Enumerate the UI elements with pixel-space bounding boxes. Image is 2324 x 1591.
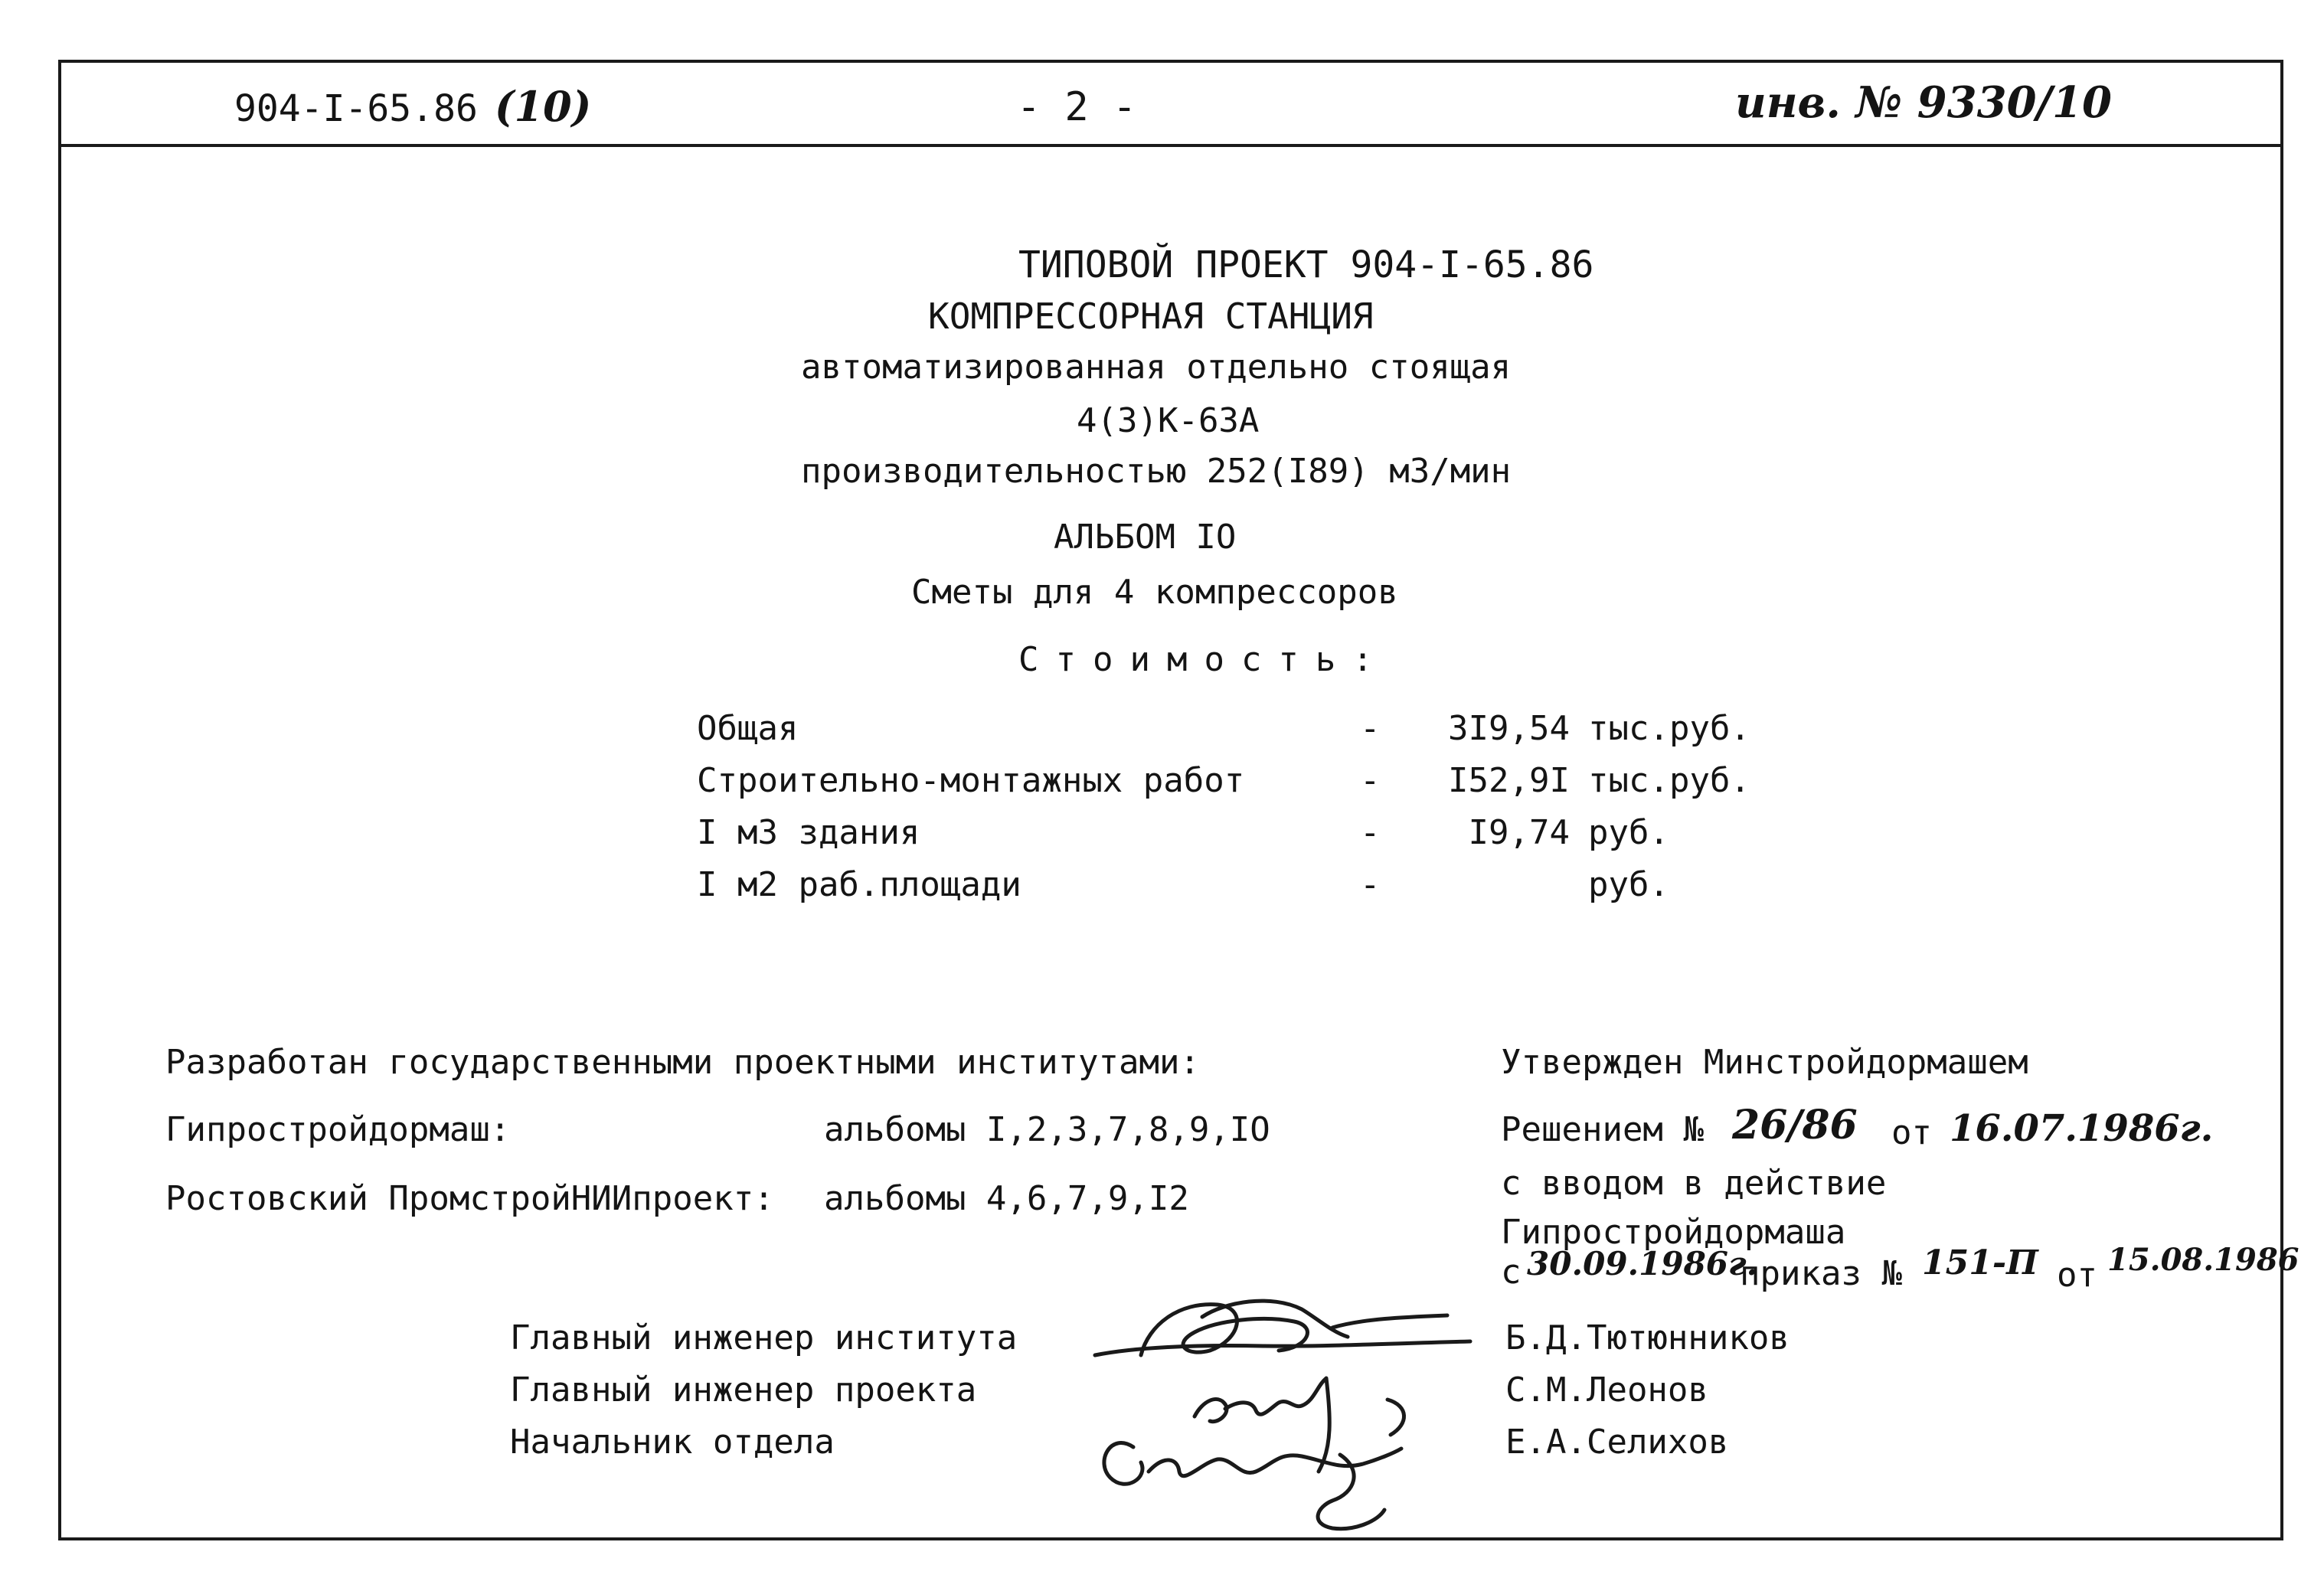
cost-dash: -	[1360, 865, 1381, 904]
enact-org: Гипростройдормаша	[1501, 1213, 1846, 1252]
title-model: 4(3)К-63А	[1077, 401, 1260, 440]
order-label: приказ №	[1740, 1254, 1902, 1293]
order-date-handwritten: 15.08.1986	[2107, 1242, 2299, 1278]
decision-number-handwritten: 26/86	[1732, 1102, 1858, 1148]
cost-value: 3I9,54	[1448, 709, 1570, 748]
header-page-number: - 2 -	[1016, 84, 1137, 130]
cost-value: I9,74	[1468, 813, 1570, 852]
order-number-handwritten: 151-П	[1922, 1243, 2038, 1282]
cost-label: I м3 здания	[697, 813, 920, 852]
signature-role: Начальник отдела	[510, 1423, 835, 1462]
signatory-name: Е.А.Селихов	[1505, 1423, 1729, 1462]
cost-dash: -	[1360, 813, 1381, 852]
title-description: автоматизированная отдельно стоящая	[801, 348, 1512, 387]
album-subject: Сметы для 4 компрессоров	[911, 573, 1398, 612]
cost-label: I м2 раб.площади	[697, 865, 1021, 904]
header-divider	[58, 144, 2282, 147]
handwritten-signatures	[1087, 1271, 1516, 1531]
decision-label: Решением №	[1501, 1110, 1704, 1149]
album-label: АЛЬБОМ IO	[1054, 518, 1237, 557]
cost-label: Строительно-монтажных работ	[697, 761, 1245, 800]
developer-albums-1: альбомы I,2,3,7,8,9,IO	[824, 1110, 1270, 1149]
decision-date-handwritten: 16.07.1986г.	[1950, 1107, 2214, 1150]
top-border	[58, 60, 2282, 63]
cost-unit: тыс.руб.	[1588, 709, 1750, 748]
cost-value: I52,9I	[1448, 761, 1570, 800]
enact-date-handwritten: 30.09.1986г.	[1527, 1245, 1758, 1282]
cost-dash: -	[1360, 709, 1381, 748]
signature-role: Главный инженер института	[510, 1318, 1018, 1357]
header-inventory-number: инв. № 9330/10	[1735, 77, 2112, 128]
cost-unit: руб.	[1588, 865, 1669, 904]
title-station: КОМПРЕССОРНАЯ СТАНЦИЯ	[928, 296, 1374, 337]
decision-from: от	[1891, 1113, 1932, 1152]
signatory-name: Б.Д.Тютюнников	[1505, 1318, 1790, 1357]
header-code: 904-I-65.86	[234, 87, 478, 130]
cost-unit: руб.	[1588, 813, 1669, 852]
cost-label: Общая	[697, 709, 799, 748]
developed-heading: Разработан государственными проектными институтами:	[165, 1043, 1201, 1082]
signature-role: Главный инженер проекта	[510, 1370, 977, 1410]
developer-albums-2: альбомы 4,6,7,9,I2	[824, 1179, 1189, 1218]
order-from: от	[2057, 1256, 2097, 1295]
title-project: ТИПОВОЙ ПРОЕКТ 904-I-65.86	[1018, 243, 1594, 286]
enact-label: с вводом в действие	[1501, 1164, 1887, 1203]
cost-unit: тыс.руб.	[1588, 761, 1750, 800]
approved-heading: Утвержден Минстройдормашем	[1501, 1043, 2028, 1082]
title-capacity: производительностью 252(I89) м3/мин	[801, 452, 1512, 491]
developer-org-2: Ростовский ПромстройНИИпроект:	[165, 1179, 774, 1218]
signatory-name: С.М.Леонов	[1505, 1370, 1708, 1410]
developer-org-1: Гипростройдормаш:	[165, 1110, 511, 1149]
header-album-handwritten: (10)	[495, 82, 592, 131]
enact-with: с	[1501, 1253, 1522, 1292]
cost-heading: Стоимость:	[1018, 640, 1390, 679]
cost-dash: -	[1360, 761, 1381, 800]
